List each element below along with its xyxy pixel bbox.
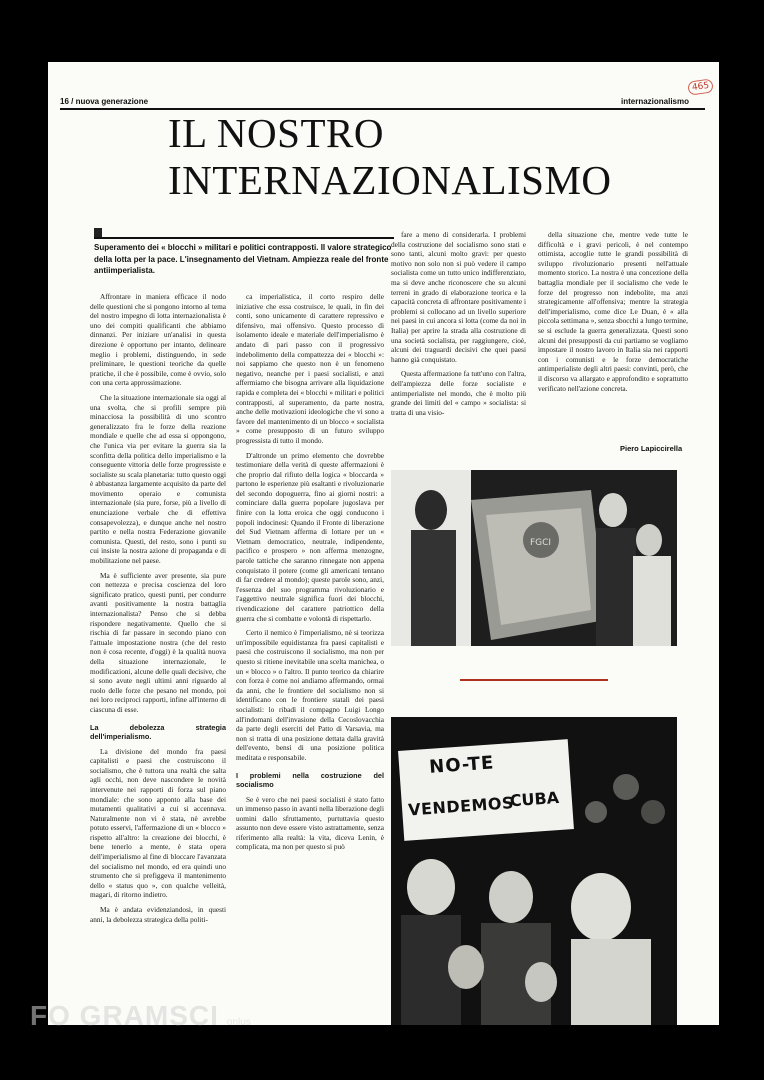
section-heading: I problemi nella costruzione del socialismo <box>236 770 384 789</box>
text-column-4 <box>538 230 688 445</box>
sign-line-3: CUBA <box>509 787 560 811</box>
watermark-brand: FO GRAMSCI <box>30 1000 219 1031</box>
page-header-left: 16 / nuova generazione <box>60 97 149 106</box>
subhead-marker <box>94 228 102 237</box>
watermark-sub: onlus <box>226 1017 251 1028</box>
article-title <box>168 110 688 204</box>
paragraph: ca imperialistica, il corto respiro delle iniziative che essa costruisce, le quali, in fin dei conti, sono unicamente di carattere repressivo e difensivo, mai offensivo. Questo processo di isolamento ideale e materiale dell'imperialismo è andato di pari passo con il progressivo indebolimento della compattezza dei « blocchi »: noi sappiamo che questo non è un fenomeno negativo, neanche per i paesi socialisti, e anzi affermiamo che bisogna arrivare alla liquidazione rapida e completa dei « blocchi » militari e politici contrapposti, al superamento, da parte nostra, anche delle motivazioni ideologiche che vi sono a favore del mantenimento di un blocco « socialista » come presupposto di un futuro sviluppo progressista di tutto il mondo. <box>236 292 384 445</box>
paragraph: Affrontare in maniera efficace il nodo delle questioni che si pongono intorno al tema del nostro impegno di lotta internazionalista è uno dei compiti qualificanti che abbiamo dinnanzi. Per iniziare un'analisi in questa direzione è opportuno per intanto, delineare meglio i problemi, distinguendo, in sede preliminare, le questioni teoriche da quelle pratiche, il che è possibile, come è ovvio, solo con una certa approssimazione. <box>90 292 226 388</box>
text-column-1 <box>90 292 226 1022</box>
divider-rule <box>460 679 608 681</box>
photo-protest-cuba <box>391 717 677 1025</box>
paragraph: D'altronde un primo elemento che dovrebbe testimoniare della verità di queste affermazioni è che proprio dal rifiuto della logica « bloccarda » partono le esperienze più esaltanti e rivoluzionarie del secondo dopoguerra, fino ai giorni nostri: a cominciare dalla guerra popolare jugoslava per finire con la lotta eroica che oggi conducono i popoli indocinesi: Quando il Fronte di liberazione del Sud Vietnam afferma di lottare per un « Vietnam democratico, neutrale, indipendente, pacifico e prospero » non afferma menzogne, parole tattiche che saranno rinnegate non appena conquistato il potere (come gli americani tentano di far credere al mondo); queste parole sono, anzi, l'essenza del suo programma rivoluzionario e l'aggettivo neutrale significa fuori dei blocchi, rivendicazione del carattere patriottico della guerra che si combatte e volontà di rispettarlo. <box>236 450 384 623</box>
title-line-2: INTERNAZIONALISMO <box>168 157 612 203</box>
text-column-3 <box>391 230 526 470</box>
title-line-1: IL NOSTRO <box>168 110 384 156</box>
article-subhead: Superamento dei « blocchi » militari e politici contrapposti. Il valore strategico della lotta per la pace. L'insegnamento del Vietnam. Ampiezza reale del fronte antiimperialista. <box>94 237 394 277</box>
text-column-2 <box>236 292 384 1022</box>
sign-line-1: NO-TE <box>428 752 495 778</box>
magazine-page <box>48 62 719 1025</box>
author-signature: Piero Lapiccirella <box>620 444 683 453</box>
paragraph: Ma è andata evidenziandosi, in questi anni, la debolezza strategica della politi- <box>90 905 226 924</box>
paragraph: della situazione che, mentre vede tutte le difficoltà e i gravi pericoli, è nel contempo ottimista, accoglie tutte le grandi possibilità di sviluppo rivoluzionario presenti nell'attuale momento storico. La nostra è una concezione della battaglia mondiale per il socialismo che vede le forze del progresso non indebolite, ma anzi strategicamente all'offensiva; mentre la strategia dell'imperialismo, come dice Le Duan, è « alla piccola settimana », senza sbocchi a lungo termine, se si esclude la guerra generalizzata. Questi sono alcuni dei presupposti da cui partiamo se vogliamo impostare il nostro lavoro in Italia sia nei rapporti con i comunisti e le forze democratiche antimperialiste degli altri paesi: convinti, però, che il discorso va allargato e approfondito e soprattutto verificato nell'azione concreta. <box>538 230 688 393</box>
paragraph: Questa affermazione fa tutt'uno con l'altra, dell'ampiezza delle forze socialiste e antimperialiste nel mondo, che è molto più grande dei limiti del « campo » socialista: si tratta di una visio- <box>391 369 526 417</box>
svg-text:FGCI: FGCI <box>530 538 552 548</box>
paragraph: Se è vero che nei paesi socialisti è stato fatto un immenso passo in avanti nella liberazione degli uomini dallo sfruttamento, purtuttavia questo assunto non deve essere visto astrattamente, senza riferimento alla realtà: la vita, diceva Lenin, è complicata, ma non per questo si può <box>236 794 384 852</box>
photo-banner-ceremony <box>391 470 677 646</box>
photo-banner-ceremony-image <box>391 470 677 646</box>
paragraph: Che la situazione internazionale sia oggi al una svolta, che si profili sempre più minacciosa la possibilità di uno scontro generalizzato fra le forze della reazione mondiale e quelle che ad essa si oppongono, che l'unica via per evitare la guerra sia la sconfitta della politica dello imperialismo e la conseguente vittoria delle forze progressiste e socialiste su scala planetaria: tutto questo oggi è abbastanza largamente acquisito da parte del movimento operaio e comunista internazionale (sia pure, forse, più a livello di enunciazione verbale che di effettiva consapevolezza), e dunque anche nel nostro partito e nella nostra Federazione giovanile comunista. Questi, del resto, sono i punti su cui insiste la nostra azione di propaganda e di mobilitazione nel paese. <box>90 392 226 566</box>
protest-sign <box>398 739 574 841</box>
section-heading: La debolezza strategia dell'imperialismo. <box>90 722 226 741</box>
section-label: internazionalismo <box>620 97 689 106</box>
archive-watermark <box>30 1000 251 1032</box>
paragraph: Ma è sufficiente aver presente, sia pure con nettezza e precisa coscienza del loro significato pratico, questi punti, per condurre avanti positivamente la nostra battaglia internazionalista? Penso che si debba rispondere negativamente. Quello che si rischia di far passare in secondo piano con l'attuale impostazione nostra (che del resto non è cosa recente, d'oggi) è la qualità nuova della situazione internazionale, le modificazioni, alcune delle quali decisive, che si sono avute negli ultimi anni riguardo al ruolo delle forze che pesano nel mondo, poi nei loro reciproci rapporti, infine all'interno di ciascuna di esse. <box>90 570 226 714</box>
paragraph: fare a meno di considerarla. I problemi della costruzione del socialismo sono stati e sono tanti, alcuni molto gravi: per questo motivo non solo non si può vedere il campo socialista come un tutto unico indifferenziato, ma si deve anche riconoscere che su alcuni terreni in grado di elaborazione teorica e la capacità concreta di affrontare positivamente i problemi si collocano ad un livello superiore nei paesi in cui ancora si lotta (come da noi in Italia) per aprire la strada alla costruzione di una società socialista, per raggiungere, cioè, alcuni dei traguardi decisivi che quei paesi hanno già conquistato. <box>391 230 526 364</box>
paragraph: Certo il nemico è l'imperialismo, nè si teorizza un'impossibile equidistanza fra paesi capitalisti e paesi che costruiscono il socialismo, ma non per questo si ritiene inevitabile una scelta manichea, o un « blocco » o l'altro. Il punto teorico da chiarire con forza è come noi andiamo affermando, ormai da anni, che le frontiere del socialismo non si identificano con le frontiere statali dei paesi socialisti: lo ribadì il compagno Luigi Longo all'indomani dell'invasione della Cecoslovacchia da parte degli eserciti del Patto di Varsavia, ma non si tratta di una posizione dettata dalla gravità dell'evento, bensì di una posizione politica meditata e responsabile. <box>236 628 384 762</box>
archive-stamp: 465 <box>687 78 714 95</box>
sign-line-2: VENDEMOS <box>407 793 515 820</box>
paragraph: La divisione del mondo fra paesi capitalisti e paesi che costruiscono il socialismo, che è tuttora una realtà che salta agli occhi, non deve nascondere le novità intervenute nei rapporti di forza sul piano mondiale: che sono apponto alla base dei mutamenti qualitativi a cui si accennava. Naturalmente non vi è stata, nè avrebbe potuto esservi, l'affermazione di un « blocco » rispetto all'altro: la creazione dei blocchi, è bene tenerlo a mente, è stata opera dell'imperialismo al fine di bloccare l'avanzata del socialismo nel mondo, ed era quindi uno strumento che si prefiggeva il mantenimento dello « status quo », con qualche velleità, magari, di ritorno indietro. <box>90 746 226 900</box>
